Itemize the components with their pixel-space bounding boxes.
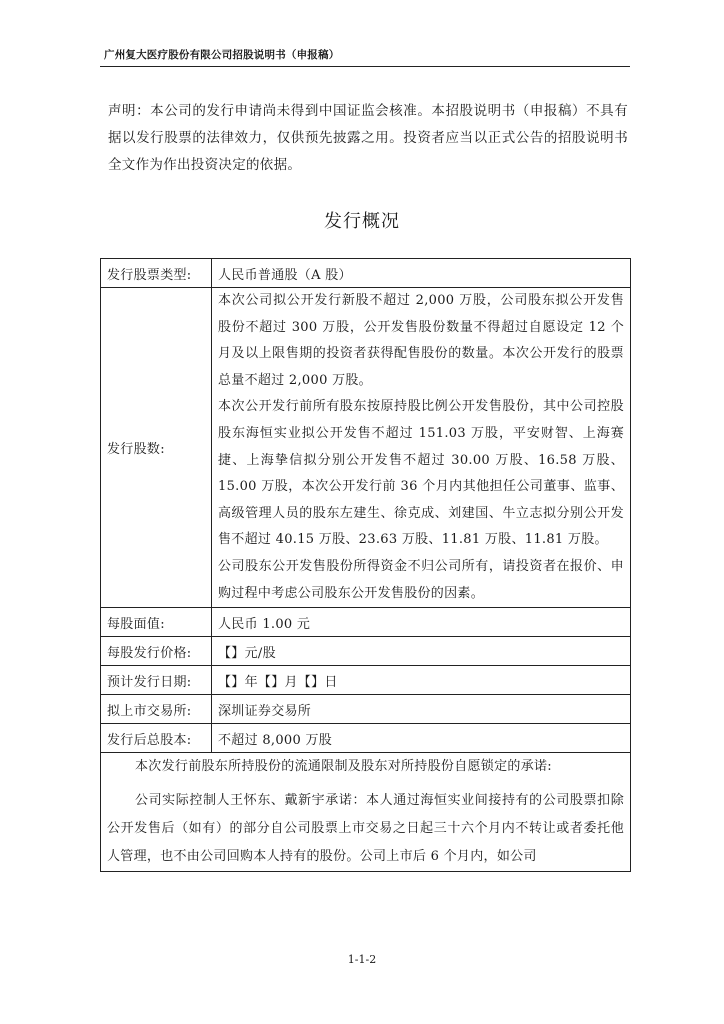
row-value	[212, 288, 631, 608]
row-label: 发行股数:	[101, 288, 212, 608]
table-row	[101, 288, 631, 608]
issuance-paragraph: 本次公司拟公开发行新股不超过 2,000 万股，公司股东拟公开发售股份不超过 300 万股，公开发售股份数量不得超过自愿设定 12 个月及以上限售期的投资者获得配售股份的数量。本次公开发行的股票总量不超过 2,000 万股。	[218, 293, 624, 388]
commitment-body: 公司实际控制人王怀东、戴新宇承诺：本人通过海恒实业间接持有的公司股票扣除公开发售后（如有）的部分自公司股票上市交易之日起三十六个月内不转让或者委托他人管理，也不由公司回购本人持有的股份。公司上市后 6 个月内，如公司	[107, 793, 624, 865]
lockup-commitment-cell	[101, 753, 631, 872]
commitment-heading: 本次发行前股东所持股份的流通限制及股东对所持股份自愿锁定的承诺:	[135, 759, 552, 775]
row-value: 【】年【】月【】日	[212, 666, 631, 695]
table-row	[101, 259, 631, 288]
row-value: 【】元/股	[212, 637, 631, 666]
row-label: 每股面值:	[101, 608, 212, 637]
table-row	[101, 666, 631, 695]
disclaimer-notice: 声明：本公司的发行申请尚未得到中国证监会核准。本招股说明书（申报稿）不具有据以发行股票的法律效力，仅供预先披露之用。投资者应当以正式公告的招股说明书全文作为作出投资决定的依据。	[108, 103, 628, 173]
table-row	[101, 608, 631, 637]
row-label: 发行后总股本:	[101, 724, 212, 753]
offering-overview-table	[100, 258, 631, 872]
row-label: 预计发行日期:	[101, 666, 212, 695]
row-value: 深圳证券交易所	[212, 695, 631, 724]
row-label: 每股发行价格:	[101, 637, 212, 666]
row-value: 人民币普通股（A 股）	[212, 259, 631, 288]
page-number: 1-1-2	[347, 953, 377, 966]
row-label: 拟上市交易所:	[101, 695, 212, 724]
row-label: 发行股票类型:	[101, 259, 212, 288]
row-value: 人民币 1.00 元	[212, 608, 631, 637]
document-header: 广州复大医疗股份有限公司招股说明书（申报稿）	[104, 49, 340, 61]
table-row	[101, 724, 631, 753]
table-row	[101, 753, 631, 872]
row-value: 不超过 8,000 万股	[212, 724, 631, 753]
section-title: 发行概况	[324, 211, 400, 232]
issuance-paragraph: 本次公开发行前所有股东按原持股比例公开发售股份，其中公司控股股东海恒实业拟公开发售不超过 151.03 万股，平安财智、上海赛捷、上海挚信拟分别公开发售不超过 30.00 万股、16.58 万股、15.00 万股，本次公开发行前 36 个月内其他担任公司董事、监事、高级管理人员的股东左建生、徐克成、刘建国、牛立志拟分别公开发售不超过 40.15 万股、23.63 万股、11.81 万股、11.81 万股。	[218, 399, 624, 548]
header-divider	[100, 66, 630, 67]
table-row	[101, 637, 631, 666]
table-row	[101, 695, 631, 724]
issuance-paragraph: 公司股东公开发售股份所得资金不归公司所有，请投资者在报价、申购过程中考虑公司股东公开发售股份的因素。	[218, 558, 624, 601]
